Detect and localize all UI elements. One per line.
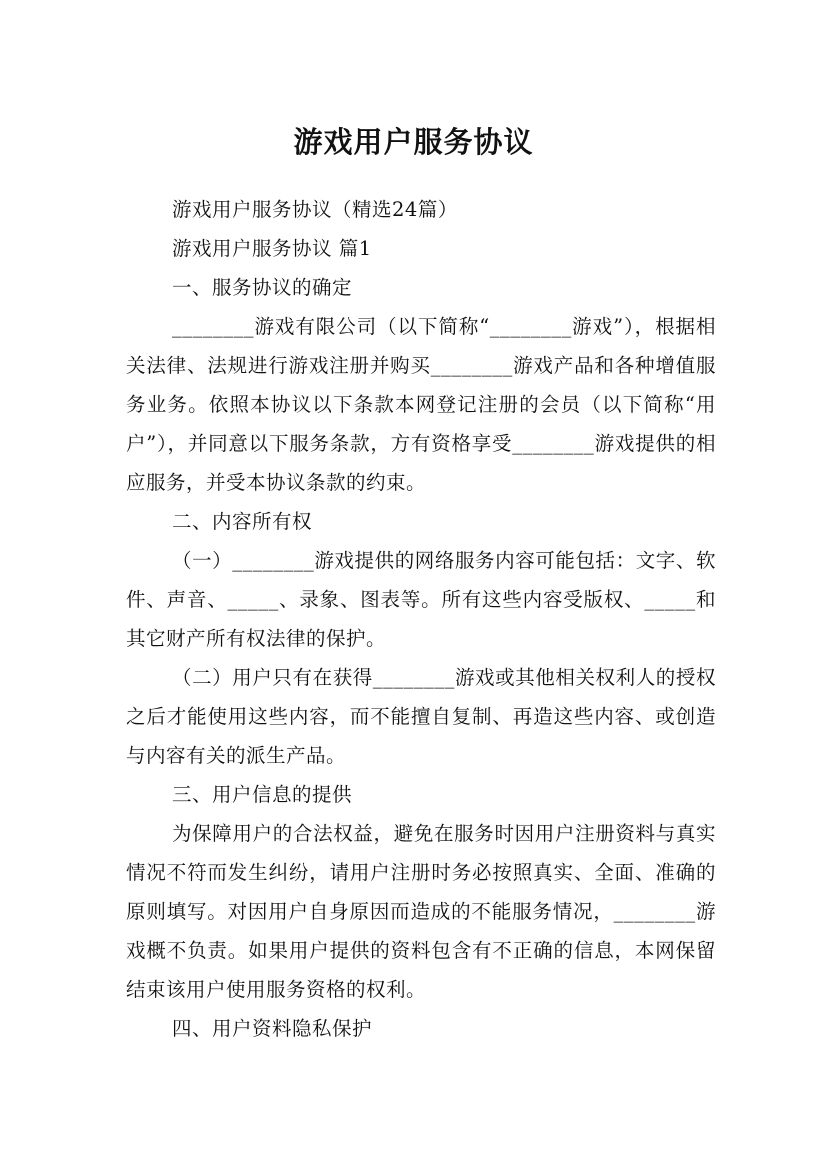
section-1-paragraph: ________游戏有限公司（以下简称“________游戏”），根据相关法律、法规进行游戏注册并购买________游戏产品和各种增值服务业务。依照本协议以下条款本网登记注册的会员（以下简称“用户”），并同意以下服务条款，方有资格享受________游戏提供的相应服务，并受本协议条款的约束。 (126, 315, 716, 494)
section-heading-4: 四、用户资料隐私保护 (172, 1017, 373, 1040)
document-body (126, 190, 716, 1048)
section-2-paragraph-1: （一）________游戏提供的网络服务内容可能包括：文字、软件、声音、_____、录象、图表等。所有这些内容受版权、_____和其它财产所有权法律的保护。 (126, 549, 716, 650)
section-2-paragraph-2: （二）用户只有在获得________游戏或其他相关权利人的授权之后才能使用这些内容，而不能擅自复制、再造这些内容、或创造与内容有关的派生产品。 (126, 666, 716, 767)
document-title: 游戏用户服务协议 (293, 125, 534, 160)
section-3-paragraph: 为保障用户的合法权益，避免在服务时因用户注册资料与真实情况不符而发生纠纷，请用户注册时务必按照真实、全面、准确的原则填写。对因用户自身原因而造成的不能服务情况，________游戏概不负责。如果用户提供的资料包含有不正确的信息，本网保留结束该用户使用服务资格的权利。 (126, 822, 716, 1001)
section-heading-1: 一、服务协议的确定 (172, 276, 353, 299)
section-heading-2: 二、内容所有权 (172, 510, 313, 533)
section-heading-3: 三、用户信息的提供 (172, 783, 353, 806)
article-heading: 游戏用户服务协议 篇1 (172, 237, 372, 260)
collection-heading: 游戏用户服务协议（精选24篇） (172, 198, 458, 221)
